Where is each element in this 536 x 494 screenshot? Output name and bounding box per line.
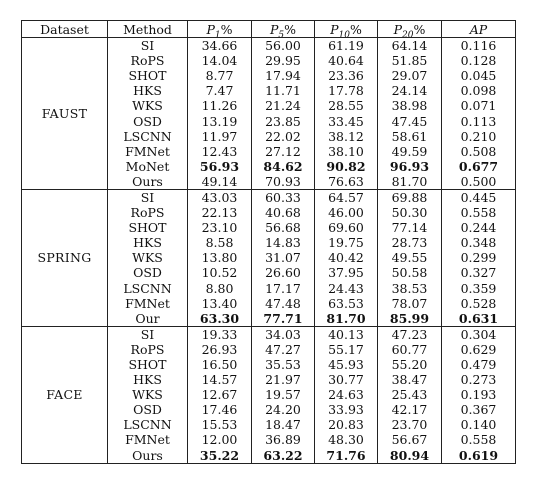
value-cell: 0.140: [442, 417, 516, 432]
value-cell: 18.47: [252, 417, 315, 432]
value-cell: 0.558: [442, 205, 516, 220]
table-row: [22, 189, 516, 205]
value-cell: 40.13: [315, 326, 378, 342]
value-cell: 17.78: [315, 83, 378, 98]
value-cell: 85.99: [378, 311, 442, 327]
value-cell: 49.14: [188, 174, 252, 190]
value-cell: 78.07: [378, 296, 442, 311]
dataset-group-spring: [22, 189, 516, 326]
value-cell: 70.93: [252, 174, 315, 190]
value-cell: 23.70: [378, 417, 442, 432]
column-header-subscript: 1: [214, 30, 221, 38]
value-cell: 56.67: [378, 432, 442, 447]
value-cell: 22.13: [188, 205, 252, 220]
value-cell: 80.94: [378, 448, 442, 464]
value-cell: 40.42: [315, 250, 378, 265]
value-cell: 48.30: [315, 432, 378, 447]
value-cell: 21.97: [252, 372, 315, 387]
value-cell: 81.70: [378, 174, 442, 190]
value-cell: 56.93: [188, 159, 252, 174]
value-cell: 84.62: [252, 159, 315, 174]
value-cell: 0.479: [442, 357, 516, 372]
value-cell: 49.55: [378, 250, 442, 265]
method-cell: RoPS: [108, 53, 188, 68]
value-cell: 33.45: [315, 113, 378, 128]
value-cell: 8.77: [188, 68, 252, 83]
value-cell: 0.508: [442, 144, 516, 159]
value-cell: 47.27: [252, 342, 315, 357]
value-cell: 23.36: [315, 68, 378, 83]
value-cell: 81.70: [315, 311, 378, 327]
value-cell: 28.55: [315, 98, 378, 113]
value-cell: 10.52: [188, 265, 252, 280]
value-cell: 0.299: [442, 250, 516, 265]
value-cell: 56.00: [252, 38, 315, 54]
value-cell: 36.89: [252, 432, 315, 447]
table-row: [22, 38, 516, 54]
value-cell: 15.53: [188, 417, 252, 432]
method-cell: SHOT: [108, 357, 188, 372]
method-cell: Ours: [108, 448, 188, 464]
column-header: [442, 21, 516, 38]
value-cell: 77.71: [252, 311, 315, 327]
value-cell: 63.30: [188, 311, 252, 327]
value-cell: 17.94: [252, 68, 315, 83]
value-cell: 11.97: [188, 129, 252, 144]
value-cell: 45.93: [315, 357, 378, 372]
method-cell: LSCNN: [108, 281, 188, 296]
value-cell: 16.50: [188, 357, 252, 372]
value-cell: 0.348: [442, 235, 516, 250]
value-cell: 37.95: [315, 265, 378, 280]
value-cell: 11.71: [252, 83, 315, 98]
value-cell: 24.63: [315, 387, 378, 402]
dataset-label: SPRING: [22, 189, 108, 326]
column-header: [315, 21, 378, 38]
header-row: [22, 21, 516, 38]
value-cell: 7.47: [188, 83, 252, 98]
value-cell: 50.58: [378, 265, 442, 280]
column-header: [188, 21, 252, 38]
value-cell: 47.45: [378, 113, 442, 128]
column-header-label: P: [269, 21, 279, 37]
method-cell: Our: [108, 311, 188, 327]
method-cell: Ours: [108, 174, 188, 190]
value-cell: 55.20: [378, 357, 442, 372]
method-cell: SI: [108, 38, 188, 54]
column-header-subscript: 5: [278, 30, 285, 38]
value-cell: 0.528: [442, 296, 516, 311]
value-cell: 19.57: [252, 387, 315, 402]
value-cell: 58.61: [378, 129, 442, 144]
value-cell: 0.631: [442, 311, 516, 327]
value-cell: 13.19: [188, 113, 252, 128]
method-cell: WKS: [108, 98, 188, 113]
value-cell: 12.67: [188, 387, 252, 402]
value-cell: 0.098: [442, 83, 516, 98]
column-header: [252, 21, 315, 38]
value-cell: 56.68: [252, 220, 315, 235]
value-cell: 23.85: [252, 113, 315, 128]
value-cell: 0.304: [442, 326, 516, 342]
value-cell: 46.00: [315, 205, 378, 220]
method-cell: OSD: [108, 265, 188, 280]
value-cell: 64.14: [378, 38, 442, 54]
column-header: [108, 21, 188, 38]
value-cell: 0.128: [442, 53, 516, 68]
value-cell: 17.17: [252, 281, 315, 296]
table-header: [22, 21, 516, 38]
column-header-label: Dataset: [40, 21, 89, 37]
value-cell: 49.59: [378, 144, 442, 159]
value-cell: 0.359: [442, 281, 516, 296]
value-cell: 25.43: [378, 387, 442, 402]
value-cell: 76.63: [315, 174, 378, 190]
method-cell: SHOT: [108, 220, 188, 235]
value-cell: 28.73: [378, 235, 442, 250]
value-cell: 50.30: [378, 205, 442, 220]
value-cell: 13.80: [188, 250, 252, 265]
column-header-label: Method: [123, 21, 172, 37]
value-cell: 0.619: [442, 448, 516, 464]
value-cell: 90.82: [315, 159, 378, 174]
value-cell: 0.327: [442, 265, 516, 280]
column-header-suffix: %: [220, 21, 233, 37]
value-cell: 0.629: [442, 342, 516, 357]
table-row: [22, 326, 516, 342]
value-cell: 47.23: [378, 326, 442, 342]
value-cell: 27.12: [252, 144, 315, 159]
value-cell: 47.48: [252, 296, 315, 311]
value-cell: 0.045: [442, 68, 516, 83]
value-cell: 14.83: [252, 235, 315, 250]
value-cell: 29.95: [252, 53, 315, 68]
method-cell: RoPS: [108, 342, 188, 357]
value-cell: 30.77: [315, 372, 378, 387]
value-cell: 0.244: [442, 220, 516, 235]
method-cell: HKS: [108, 235, 188, 250]
method-cell: HKS: [108, 372, 188, 387]
value-cell: 22.02: [252, 129, 315, 144]
value-cell: 71.76: [315, 448, 378, 464]
method-cell: WKS: [108, 387, 188, 402]
value-cell: 40.68: [252, 205, 315, 220]
value-cell: 8.58: [188, 235, 252, 250]
value-cell: 19.75: [315, 235, 378, 250]
method-cell: FMNet: [108, 296, 188, 311]
value-cell: 33.93: [315, 402, 378, 417]
results-table: [21, 20, 516, 464]
value-cell: 8.80: [188, 281, 252, 296]
column-header-subscript: 10: [338, 30, 350, 38]
value-cell: 0.677: [442, 159, 516, 174]
value-cell: 14.57: [188, 372, 252, 387]
value-cell: 11.26: [188, 98, 252, 113]
value-cell: 24.20: [252, 402, 315, 417]
value-cell: 26.60: [252, 265, 315, 280]
method-cell: RoPS: [108, 205, 188, 220]
value-cell: 60.33: [252, 189, 315, 205]
value-cell: 42.17: [378, 402, 442, 417]
value-cell: 0.210: [442, 129, 516, 144]
value-cell: 40.64: [315, 53, 378, 68]
value-cell: 63.22: [252, 448, 315, 464]
column-header-suffix: %: [349, 21, 362, 37]
value-cell: 14.04: [188, 53, 252, 68]
method-cell: OSD: [108, 113, 188, 128]
value-cell: 35.53: [252, 357, 315, 372]
method-cell: LSCNN: [108, 129, 188, 144]
value-cell: 0.367: [442, 402, 516, 417]
column-header-label: P: [206, 21, 215, 37]
value-cell: 0.445: [442, 189, 516, 205]
dataset-group-faust: [22, 38, 516, 190]
value-cell: 0.500: [442, 174, 516, 190]
value-cell: 0.116: [442, 38, 516, 54]
value-cell: 69.60: [315, 220, 378, 235]
value-cell: 0.558: [442, 432, 516, 447]
value-cell: 0.273: [442, 372, 516, 387]
value-cell: 0.113: [442, 113, 516, 128]
column-header-suffix: %: [284, 21, 297, 37]
value-cell: 60.77: [378, 342, 442, 357]
method-cell: SI: [108, 326, 188, 342]
method-cell: MoNet: [108, 159, 188, 174]
value-cell: 38.10: [315, 144, 378, 159]
dataset-label: FAUST: [22, 38, 108, 190]
value-cell: 31.07: [252, 250, 315, 265]
value-cell: 55.17: [315, 342, 378, 357]
value-cell: 0.193: [442, 387, 516, 402]
value-cell: 13.40: [188, 296, 252, 311]
value-cell: 12.43: [188, 144, 252, 159]
dataset-label: FACE: [22, 326, 108, 463]
method-cell: HKS: [108, 83, 188, 98]
method-cell: WKS: [108, 250, 188, 265]
value-cell: 38.98: [378, 98, 442, 113]
value-cell: 20.83: [315, 417, 378, 432]
method-cell: FMNet: [108, 144, 188, 159]
method-cell: OSD: [108, 402, 188, 417]
value-cell: 21.24: [252, 98, 315, 113]
value-cell: 38.12: [315, 129, 378, 144]
column-header-suffix: %: [413, 21, 426, 37]
value-cell: 38.53: [378, 281, 442, 296]
value-cell: 19.33: [188, 326, 252, 342]
value-cell: 61.19: [315, 38, 378, 54]
value-cell: 96.93: [378, 159, 442, 174]
value-cell: 24.43: [315, 281, 378, 296]
method-cell: LSCNN: [108, 417, 188, 432]
value-cell: 43.03: [188, 189, 252, 205]
dataset-group-face: [22, 326, 516, 463]
value-cell: 63.53: [315, 296, 378, 311]
value-cell: 69.88: [378, 189, 442, 205]
value-cell: 26.93: [188, 342, 252, 357]
method-cell: SI: [108, 189, 188, 205]
value-cell: 34.03: [252, 326, 315, 342]
value-cell: 12.00: [188, 432, 252, 447]
value-cell: 24.14: [378, 83, 442, 98]
method-cell: FMNet: [108, 432, 188, 447]
column-header: [378, 21, 442, 38]
value-cell: 77.14: [378, 220, 442, 235]
value-cell: 17.46: [188, 402, 252, 417]
value-cell: 64.57: [315, 189, 378, 205]
method-cell: SHOT: [108, 68, 188, 83]
column-header-label: AP: [469, 21, 488, 37]
value-cell: 35.22: [188, 448, 252, 464]
column-header: [22, 21, 108, 38]
value-cell: 34.66: [188, 38, 252, 54]
value-cell: 38.47: [378, 372, 442, 387]
column-header-label: P: [330, 21, 339, 37]
column-header-label: P: [393, 21, 403, 37]
value-cell: 0.071: [442, 98, 516, 113]
value-cell: 23.10: [188, 220, 252, 235]
value-cell: 29.07: [378, 68, 442, 83]
column-header-subscript: 20: [402, 30, 414, 38]
value-cell: 51.85: [378, 53, 442, 68]
